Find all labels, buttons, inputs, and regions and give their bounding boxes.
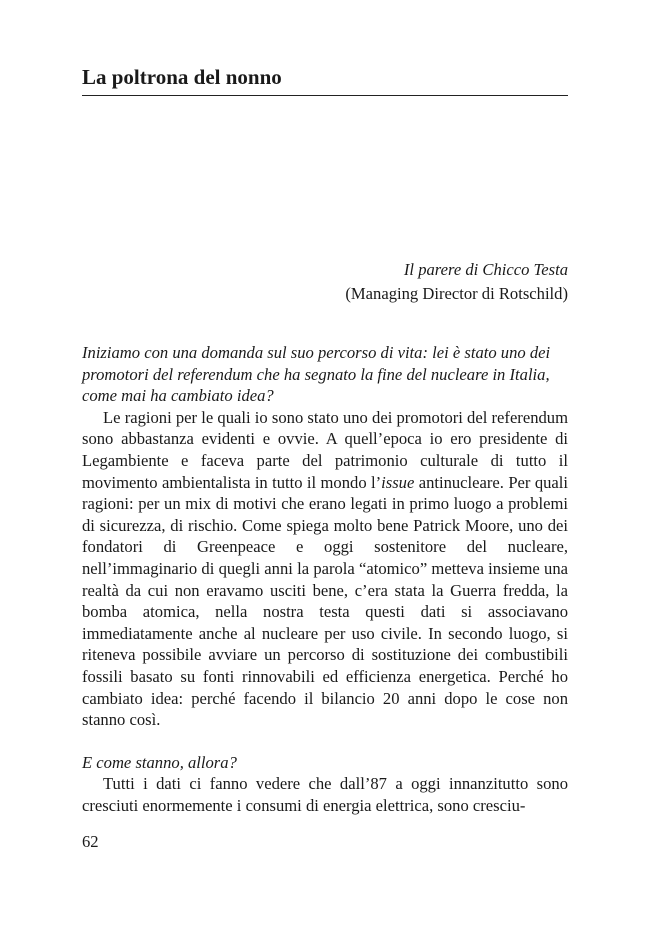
page-number: 62 xyxy=(82,832,99,851)
answer-1-part-2: antinucleare. Per quali ragioni: per un mix di motivi che erano legati in primo luogo a problemi di sicurezza, di rischio. Come spiega molto bene Patrick Moore, uno dei fondatori di Greenpeace e oggi sostenitore del nucleare, nell’immaginario di quegli anni la parola “atomico” metteva insieme una realtà da cui non eravamo usciti bene, c’era stata la Guerra fredda, la bomba atomica, nella nostra testa questi dati si associavano immediatamente anche al nucleare per uso civile. In secondo luogo, si riteneva possibile avviare un percorso di sostituzione dei combustibili fossili basato su fonti rinnovabili ed efficienza energetica. Perché ho cambiato idea: perché facendo il bilancio 20 anni dopo le cose non stanno così. xyxy=(82,472,568,730)
answer-1-part-1: Le ragioni per le quali io sono stato uno dei promotori del referendum sono abbastanza evidenti e ovvie. A quell’epoca io ero presidente di Legambiente e faceva parte del patrimonio culturale di tutto il movimento ambientalista in tutto il mondo l’ xyxy=(82,407,568,492)
answer-1-issue-word: issue xyxy=(381,472,415,492)
question-1: Iniziamo con una domanda sul suo percorso di vita: lei è stato uno dei promotori del referendum che ha segnato la fine del nucleare in Italia, come mai ha cambiato idea? xyxy=(82,343,551,406)
byline xyxy=(345,258,568,306)
answer-2: Tutti i dati ci fanno vedere che dall’87 a oggi innanzitutto sono cresciuti enormemente i consumi di energia elettrica, sono cresciu- xyxy=(82,774,568,815)
answer-1 xyxy=(82,407,568,731)
running-head: La poltrona del nonno xyxy=(82,64,568,96)
byline-role: (Managing Director di Rotschild) xyxy=(345,284,568,303)
question-2: E come stanno, allora? xyxy=(82,752,237,772)
byline-author: Il parere di Chicco Testa xyxy=(403,260,568,279)
interview-body xyxy=(82,342,568,816)
